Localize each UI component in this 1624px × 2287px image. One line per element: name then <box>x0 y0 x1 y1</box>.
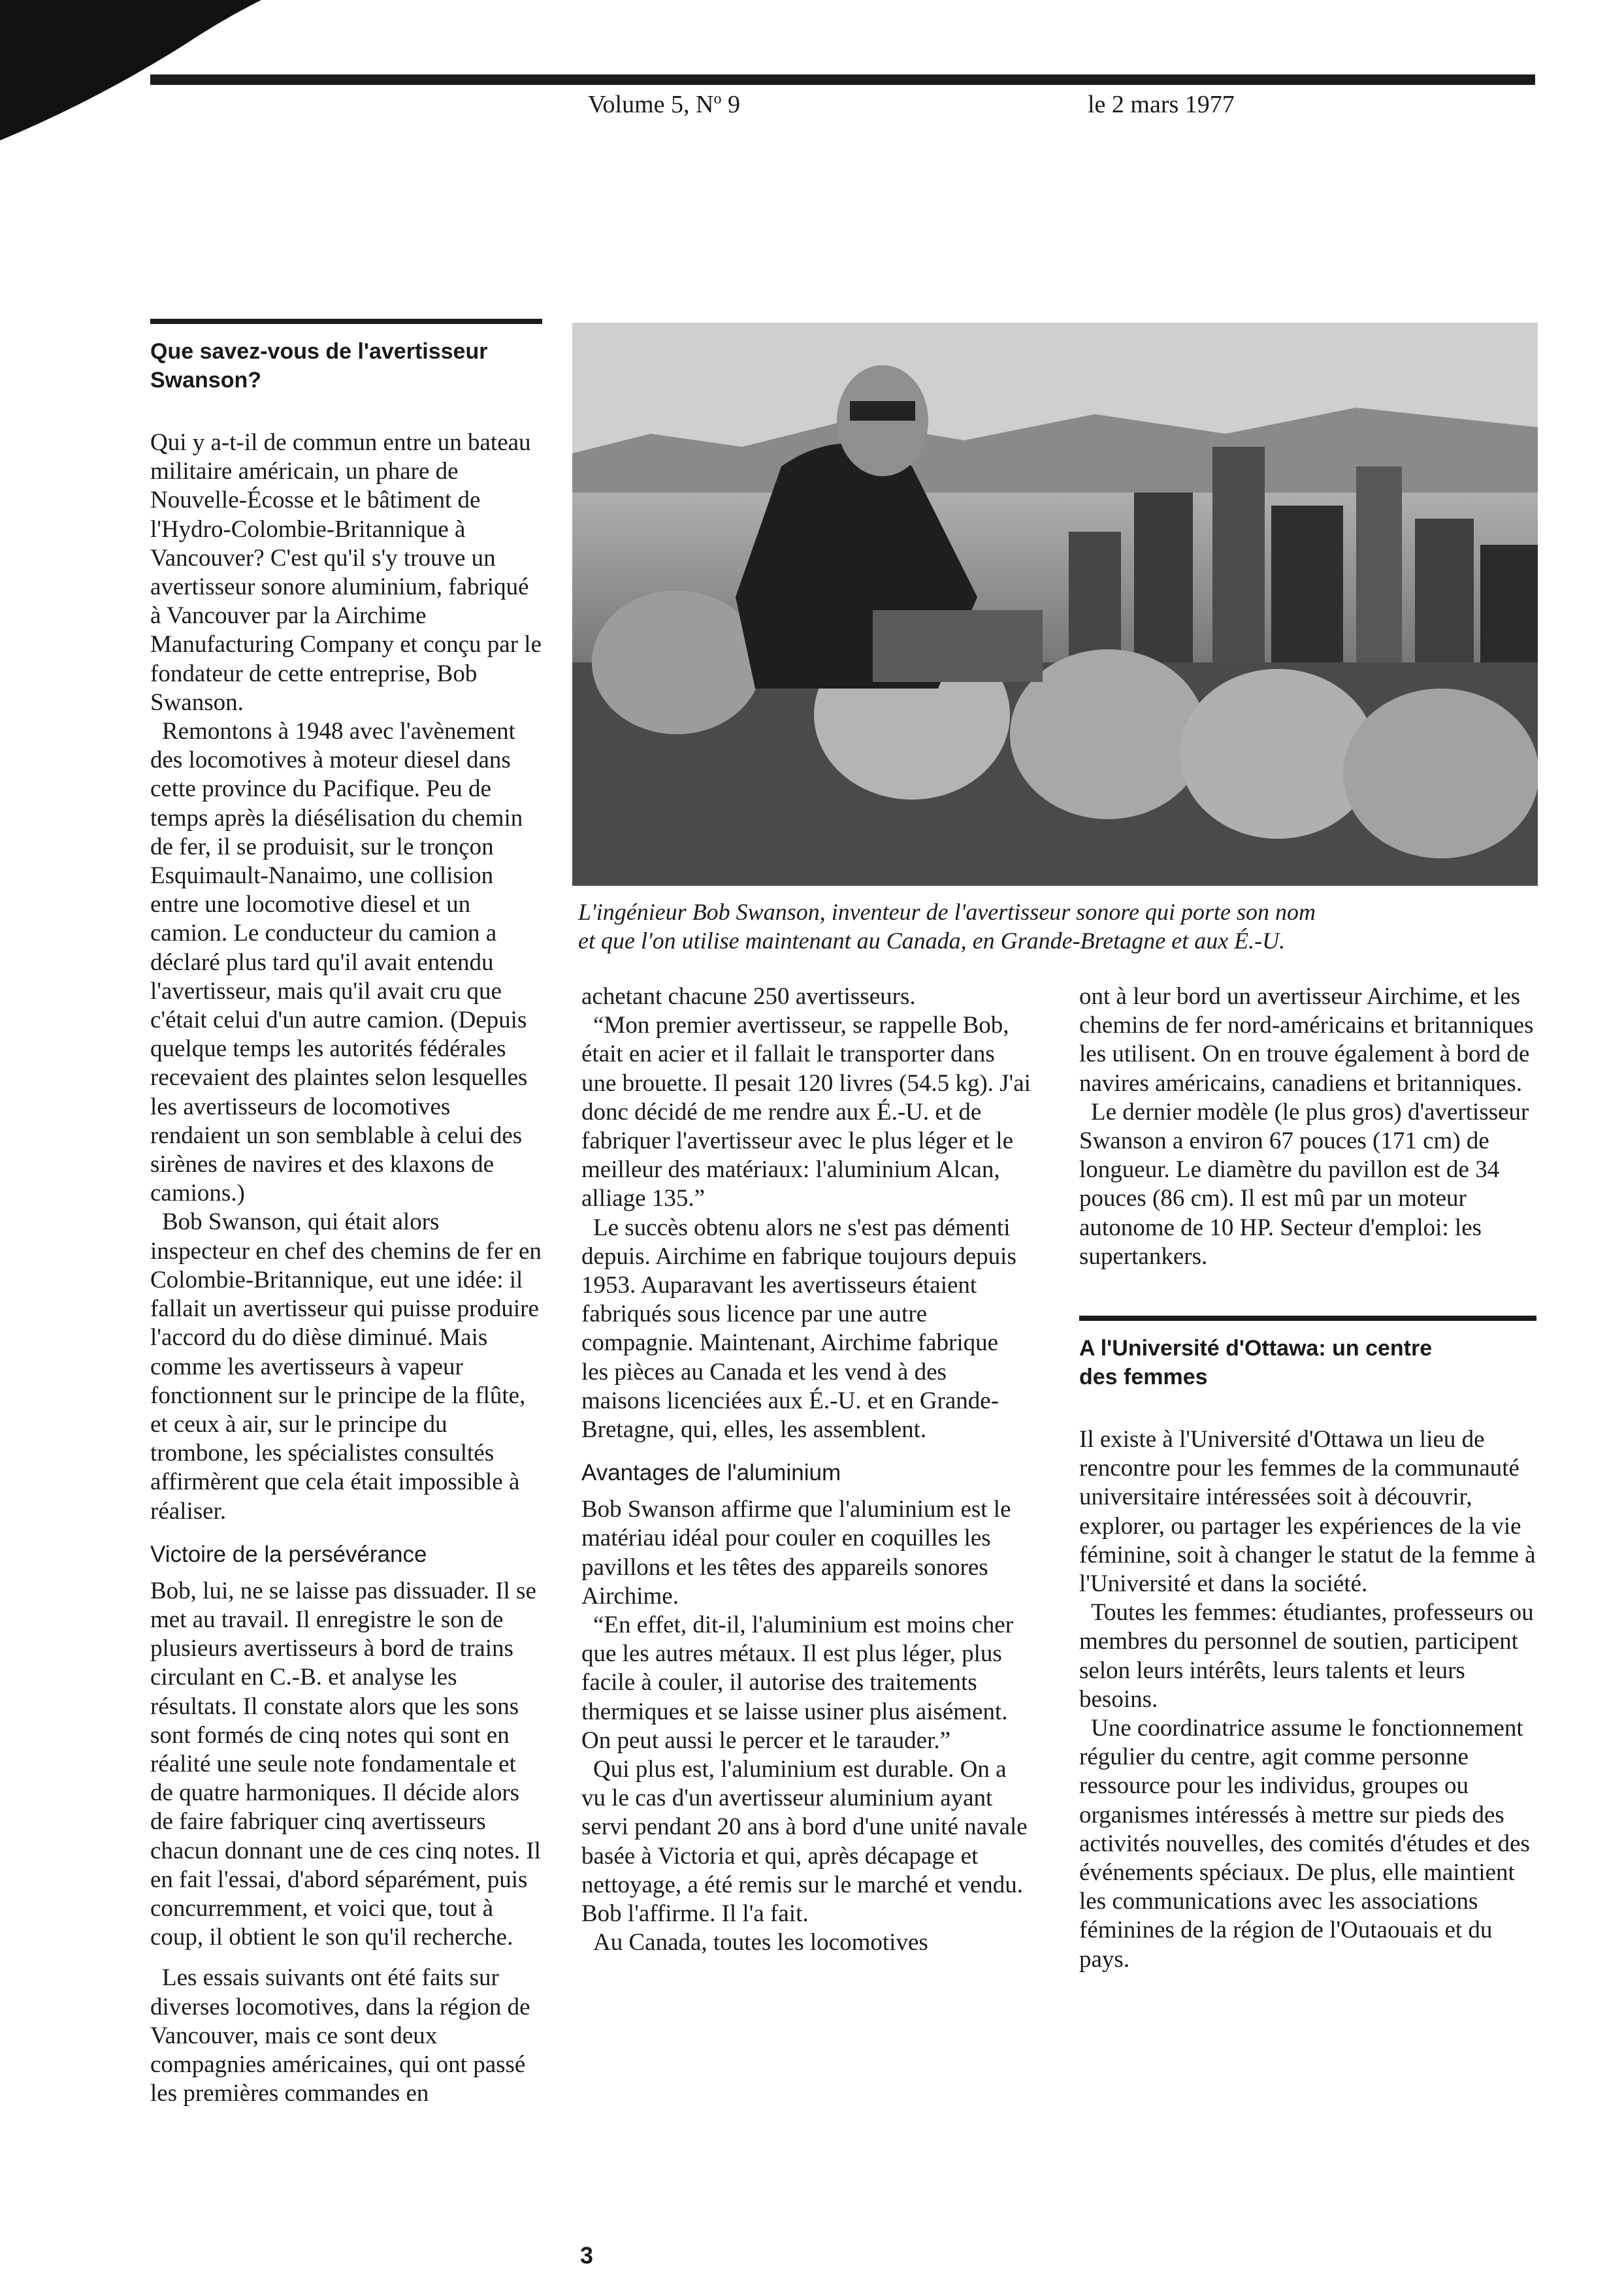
paragraph: Bob, lui, ne se laisse pas dissuader. Il se met au travail. Il enregistre le son de plusieurs avertisseurs à bord de trains circulant en C.-B. et analyse les résultats. Il constate alors que les sons sont formés de cinq notes qui sont en réalité une seule note fondamentale et de quatre harmoniques. Il décide alors de faire fabriquer cinq avertisseurs chacun donnant une de ces cinq notes. Il en fait l'essai, d'abord séparément, puis concurremment, et voici que, tout à coup, il obtient le son qu'il recherche. <box>150 1577 541 1951</box>
paragraph: Remontons à 1948 avec l'avènement des locomotives à moteur diesel dans cette province du Pacifique. Peu de temps après la diésélisation du chemin de fer, il se produisit, sur le tronçon Esquimault-Nanaimo, une collision entre une locomotive diesel et un camion. Le conducteur du camion a déclaré plus tard qu'il avait entendu l'avertisseur, mais qu'il avait cru que c'était celui d'un autre camion. (Depuis quelque temps les autorités fédérales recevaient des plaintes selon lesquelles les avertisseurs de locomotives rendaient un son semblable à celui des sirènes de navires et des klaxons de camions.) <box>150 718 528 1207</box>
issue-date: le 2 mars 1977 <box>1088 91 1235 118</box>
article-column-2 <box>581 982 1031 1958</box>
paragraph: Bob Swanson affirme que l'aluminium est le matériau idéal pour couler en coquilles les pavillons et les têtes des appareils sonores Airchime. <box>581 1496 1011 1610</box>
paragraph: “Mon premier avertisseur, se rappelle Bob, était en acier et il fallait le transporter dans une brouette. Il pesait 120 livres (54.5 kg). J'ai donc décidé de me rendre aux É.-U. et de fabriquer l'avertisseur avec le plus léger et le meilleur des matériaux: l'aluminium Alcan, alliage 135.” <box>581 1012 1031 1212</box>
article-title: Que savez-vous de l'avertisseur Swanson? <box>150 339 488 393</box>
paragraph: Le dernier modèle (le plus gros) d'avertisseur Swanson a environ 67 pouces (171 cm) de longueur. Le diamètre du pavillon est de 34 pouces (86 cm). Il est mû par un moteur autonome de 10 HP. Secteur d'emploi: les supertankers. <box>1079 1098 1529 1270</box>
paragraph: “En effet, dit-il, l'aluminium est moins cher que les autres métaux. Il est plus léger, plus facile à couler, il autorise des traitements thermiques et se laisse usiner plus aisément. On peut aussi le percer et le tarauder.” <box>581 1612 1014 1754</box>
paragraph: Toutes les femmes: étudiantes, professeurs ou membres du personnel de soutien, participent selon leurs intérêts, leurs talents et leurs besoins. <box>1079 1599 1534 1713</box>
paragraph: achetant chacune 250 avertisseurs. <box>581 983 916 1010</box>
paragraph: Une coordinatrice assume le fonctionnement régulier du centre, agit comme personne ressource pour les individus, groupes ou organismes intéressés à mettre sur pieds des activités nouvelles, des comités d'études et des événements spéciaux. De plus, elle maintient les communications avec les associations féminines de la région de l'Outaouais et du pays. <box>1079 1715 1530 1973</box>
header-rule <box>150 74 1535 85</box>
subheading: Avantages de l'aluminium <box>581 1460 841 1486</box>
section-rule <box>1079 1316 1536 1321</box>
article-column-3 <box>1079 982 1536 1974</box>
photo-illustration <box>572 323 1538 886</box>
issue-volume: Volume 5, $N^o$ 9 <box>588 90 740 118</box>
paragraph: Qui plus est, l'aluminium est durable. On a vu le cas d'un avertisseur aluminium ayant servi pendant 20 ans à bord d'une unité navale basée à Victoria et qui, après décapage et nettoyage, a été remis sur le marché et vendu. Bob l'affirme. Il l'a fait. <box>581 1756 1028 1928</box>
article-column-1 <box>150 319 542 2108</box>
paragraph: Au Canada, toutes les locomotives <box>593 1929 928 1956</box>
subheading: Victoire de la persévérance <box>150 1541 427 1567</box>
photo-bob-swanson <box>572 323 1538 886</box>
article-title: A l'Université d'Ottawa: un centre des femmes <box>1079 1336 1433 1390</box>
paragraph: Il existe à l'Université d'Ottawa un lieu de rencontre pour les femmes de la communauté universitaire intéressées soit à découvrir, explorer, ou partager les expériences de la vie féminine, soit à changer le statut de la femme à l'Université et dans la société. <box>1079 1426 1536 1598</box>
paragraph: ont à leur bord un avertisseur Airchime, et les chemins de fer nord-américains et britanniques les utilisent. On en trouve également à bord de navires américains, canadiens et britanniques. <box>1079 983 1534 1097</box>
paragraph: Bob Swanson, qui était alors inspecteur en chef des chemins de fer en Colombie-Britannique, eut une idée: il fallait un avertisseur qui puisse produire l'accord du do dièse diminué. Mais comme les avertisseurs à vapeur fonctionnent sur le principe de la flûte, et ceux à air, sur le principe du trombone, les spécialistes consultés affirmèrent que cela était impossible à réaliser. <box>150 1208 542 1525</box>
section-rule <box>150 319 542 324</box>
paragraph: Le succès obtenu alors ne s'est pas démenti depuis. Airchime en fabrique toujours depuis 1953. Auparavant les avertisseurs étaient fabriqués sous licence par une autre compagnie. Maintenant, Airchime fabrique les pièces au Canada et les vend à des maisons licenciées aux É.-U. et en Grande-Bretagne, qui, elles, les assemblent. <box>581 1214 1016 1444</box>
page-number: 3 <box>580 2242 594 2269</box>
photo-caption: L'ingénieur Bob Swanson, inventeur de l'avertisseur sonore qui porte son nom et que l'on utilise maintenant au Canada, en Grande-Bretagne et aux É.-U. <box>578 899 1316 954</box>
paragraph: Les essais suivants ont été faits sur diverses locomotives, dans la région de Vancouver, mais ce sont deux compagnies américaines, qui ont passé les premières commandes en <box>150 1964 530 2107</box>
paragraph: Qui y a-t-il de commun entre un bateau militaire américain, un phare de Nouvelle-Écosse et le bâtiment de l'Hydro-Colombie-Britannique à Vancouver? C'est qu'il s'y trouve un avertisseur sonore aluminium, fabriqué à Vancouver par la Airchime Manufacturing Company et conçu par le fondateur de cette entreprise, Bob Swanson. <box>150 429 542 716</box>
